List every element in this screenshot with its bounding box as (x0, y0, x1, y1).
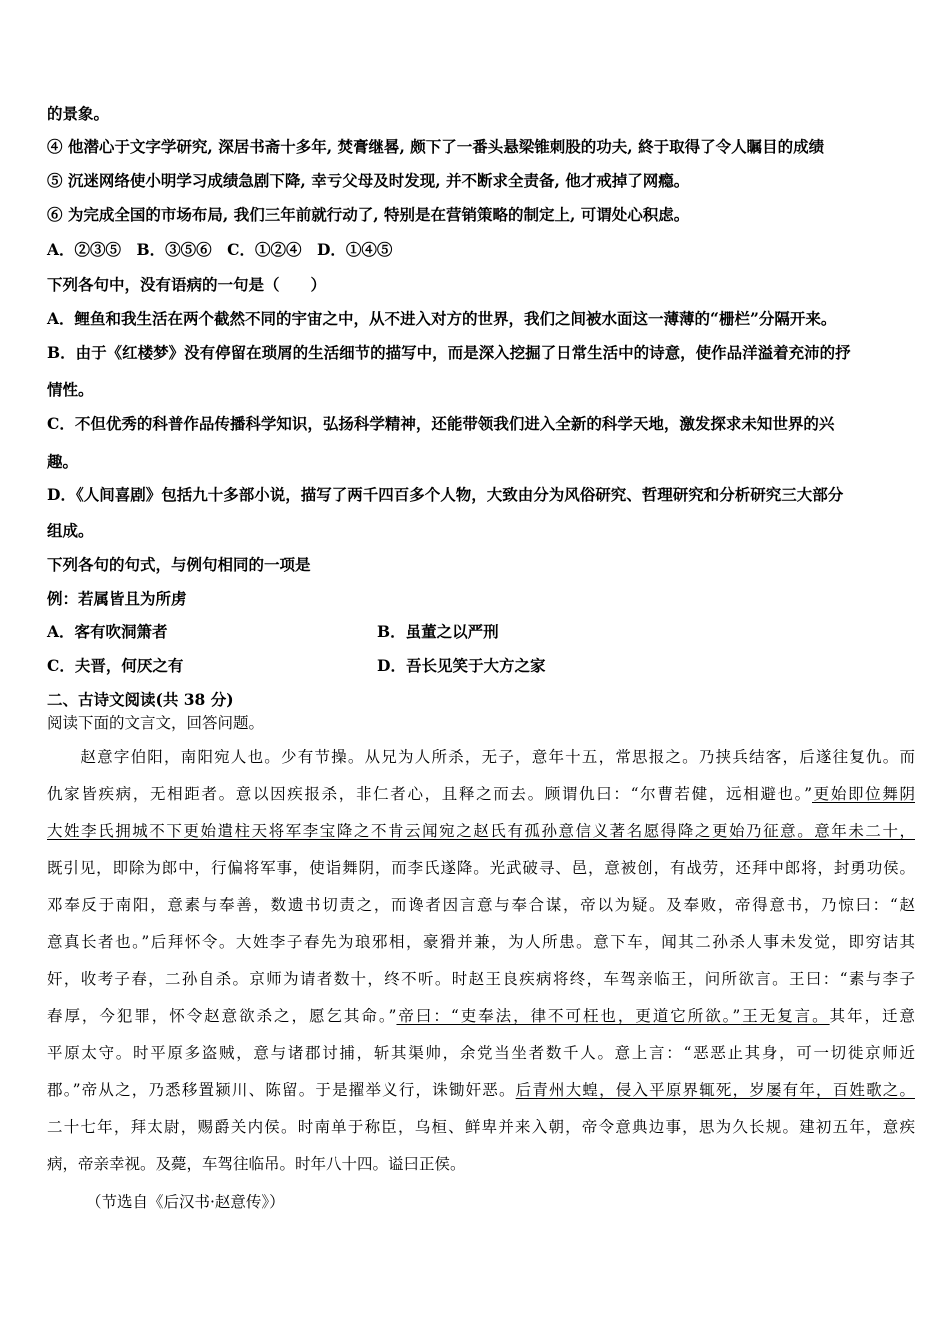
idiom-item-5: ⑤ 沉迷网络使小明学习成绩急剧下降, 幸亏父母及时发现, 并不断求全责备, 他才戒掉了网瘾。 (47, 171, 690, 190)
syntax-option-c: C．夫晋，何厌之有 (47, 656, 184, 675)
syntax-option-b: B．虽董之以严刑 (377, 622, 499, 641)
grammar-option-d-line1: D．《人间喜剧》包括九十多部小说，描写了两千四百多个人物，大致由分为风俗研究、哲理研究和分析研究三大部分 (47, 485, 844, 504)
idiom-item-4: ④ 他潜心于文字学研究, 深居书斋十多年, 焚膏继晷, 颇下了一番头悬梁锥刺股的功夫, 終于取得了令人瞩目的成绩 (47, 137, 825, 156)
section-heading: 二、古诗文阅读(共 38 分) (47, 690, 234, 709)
classical-text-line: 赵意字伯阳，南阳宛人也。少有节操。从兄为人所杀，无子，意年十五，常思报之。乃挟兵结客，后遂往复仇。而 (47, 748, 915, 766)
classical-text-line: 既引见，即除为郎中，行偏将军事，使诣舞阴，而李氏遂降。光武破寻、邑，意被创，有战劳，还拜中郎将，封勇功侯。 (47, 859, 915, 877)
idiom-answer-choices: A．②③⑤ B．③⑤⑥ C．①②④ D．①④⑤ (47, 240, 393, 259)
source-citation: （节选自《后汉书·赵意传》） (86, 1193, 285, 1211)
syntax-option-a: A．客有吹洞箫者 (47, 622, 168, 641)
reading-instruction: 阅读下面的文言文，回答问题。 (47, 714, 265, 732)
grammar-option-a: A．鲤鱼和我生活在两个截然不同的宇宙之中，从不进入对方的世界，我们之间被水面这一薄薄的“栅栏”分隔开来。 (47, 309, 837, 328)
grammar-option-c-line1: C．不但优秀的科普作品传播科学知识，弘扬科学精神，还能带领我们进入全新的科学天地，激发探求未知世界的兴 (47, 414, 835, 433)
classical-text-line: 二十七年，拜太尉，赐爵关内侯。时南单于称臣，乌桓、鲜卑并来入朝，帝令意典边事，思为久长规。建初五年，意疾 (47, 1118, 915, 1136)
classical-text-line-underlined: 大姓李氏拥城不下更始遣柱天将军李宝降之不肯云闻宛之赵氏有孤孙意信义著名愿得降之更始乃征意。意年未二十， (47, 822, 915, 840)
grammar-option-d-line2: 组成。 (47, 521, 94, 540)
syntax-option-d: D．吾长见笑于大方之家 (377, 656, 546, 675)
classical-text-line: 奸，收考子春，二孙自杀。京师为请者数十，终不听。时赵王良疾病将终，车驾亲临王，问所欲言。王曰：“素与李子 (47, 970, 915, 988)
syntax-example: 例：若属皆且为所虏 (47, 589, 187, 608)
underlined-sentence: 后青州大蝗，侵入平原界辄死，岁屡有年，百姓歌之。 (515, 1081, 915, 1099)
text-line-scene-end: 的景象。 (47, 104, 110, 123)
syntax-question-stem: 下列各句的句式，与例句相同的一项是 (47, 555, 311, 574)
classical-text-line: 意真长者也。”后拜怀令。大姓李子春先为琅邪相，豪猾并兼，为人所患。意下车，闻其二孙杀人事未发觉，即穷诘其 (47, 933, 915, 951)
classical-text-line: 仇家皆疾病，无相距者。意以因疾报杀，非仁者心，且释之而去。顾谓仇曰：“尔曹若健，远相避也。”更始即位舞阴 (47, 785, 915, 803)
grammar-option-b-line1: B．由于《红楼梦》没有停留在琐屑的生活细节的描写中，而是深入挖掘了日常生活中的诗意，使作品洋溢着充沛的抒 (47, 343, 851, 362)
grammar-question-stem: 下列各句中，没有语病的一句是（ ） (47, 275, 327, 294)
idiom-item-6: ⑥ 为完成全国的市场布局, 我们三年前就行动了, 特别是在营销策略的制定上, 可谓处心积虑。 (47, 205, 690, 224)
underlined-sentence: 帝曰：“吏奉法，律不可枉也，更道它所欲。” (396, 1007, 741, 1025)
underlined-sentence: 王无复言。 (740, 1007, 830, 1025)
classical-text-line: 平原太守。时平原多盗贼，意与诸郡讨捕，斩其渠帅，余党当坐者数千人。意上言：“恶恶止其身，可一切徙京师近 (47, 1044, 915, 1062)
underlined-sentence: 更始即位舞阴 (812, 785, 915, 803)
classical-text-line: 春厚，今犯罪，怀令赵意欲杀之，愿乞其命。”帝曰：“吏奉法，律不可枉也，更道它所欲。”王无复言。其年，迁意 (47, 1007, 915, 1025)
classical-text-line: 病，帝亲幸视。及薨，车驾往临吊。时年八十四。谥曰正侯。 (47, 1155, 466, 1173)
classical-text-line: 邓奉反于南阳，意素与奉善，数遗书切责之，而谗者因言意与奉合谋，帝以为疑。及奉败，帝得意书，乃惊曰：“赵 (47, 896, 915, 914)
grammar-option-b-line2: 情性。 (47, 380, 94, 399)
grammar-option-c-line2: 趣。 (47, 452, 79, 471)
classical-text-line: 郡。”帝从之，乃悉移置颍川、陈留。于是擢举义行，诛锄奸恶。后青州大蝗，侵入平原界辄死，岁屡有年，百姓歌之。 (47, 1081, 915, 1099)
